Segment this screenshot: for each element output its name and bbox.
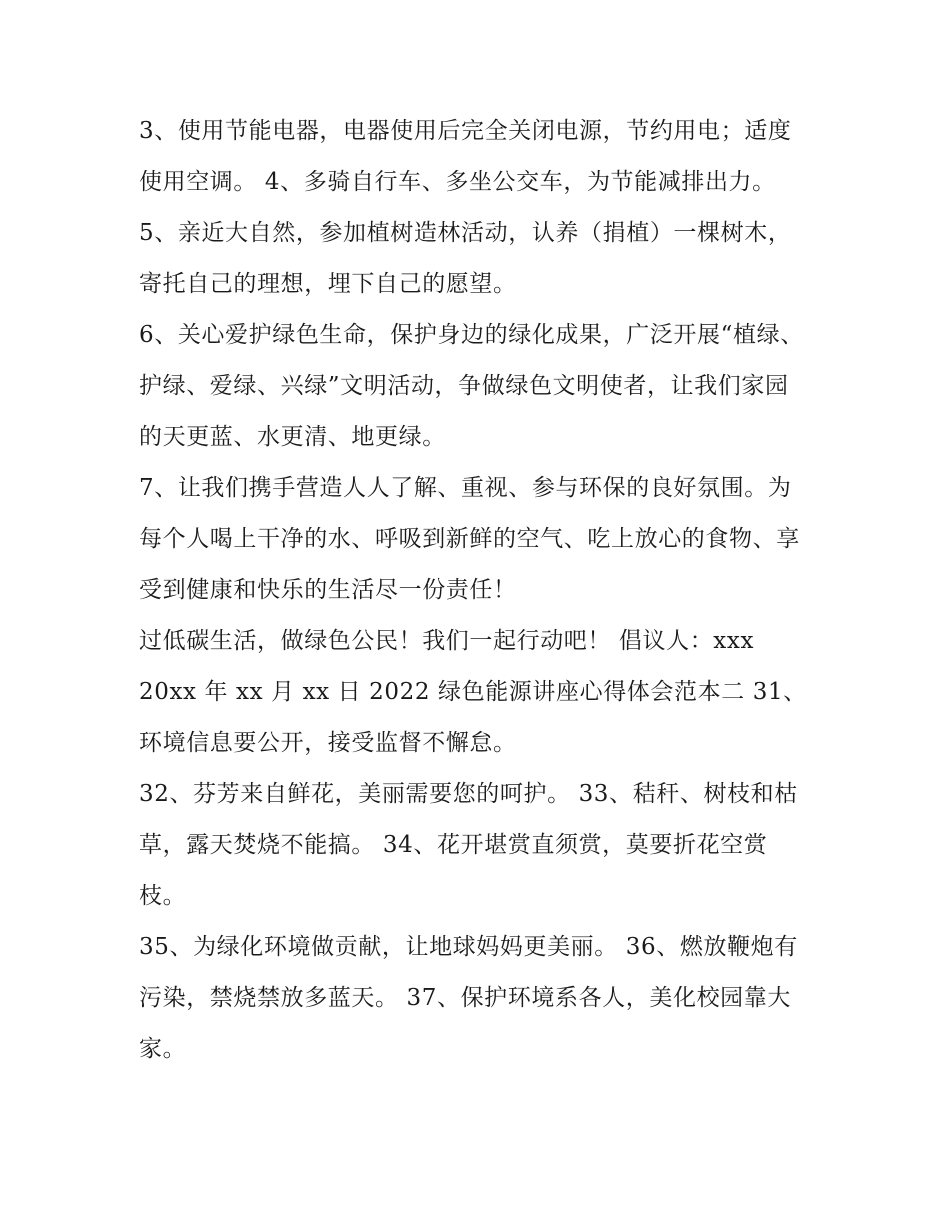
paragraph-environmental-atmosphere: 7、让我们携手营造人人了解、重视、参与环保的良好氛围。为每个人喝上干净的水、呼吸到新鲜的空气、吃上放心的食物、享受到健康和快乐的生活尽一份责任！	[139, 475, 800, 603]
paragraph-green-life: 6、关心爱护绿色生命，保护身边的绿化成果，广泛开展“植绿、护绿、爱绿、兴绿”文明活动，争做绿色文明使者，让我们家园的天更蓝、水更清、地更绿。	[139, 322, 804, 450]
paragraph-slogans-35-37: 35、为绿化环境做贡献，让地球妈妈更美丽。 36、燃放鞭炮有污染，禁烧禁放多蓝天。 37、保护环境系各人，美化校园靠大家。	[139, 934, 798, 1062]
paragraph-slogans-32-34: 32、芬芳来自鲜花，美丽需要您的呵护。 33、秸秆、树枝和枯草，露天焚烧不能搞。 34、花开堪赏直须赏，莫要折花空赏枝。	[139, 781, 798, 909]
paragraph-tree-planting: 5、亲近大自然，参加植树造林活动，认养（捐植）一棵树木，寄托自己的理想，埋下自己的愿望。	[139, 220, 792, 297]
document-body	[139, 106, 811, 1075]
paragraph-energy-saving-appliances: 3、使用节能电器，电器使用后完全关闭电源，节约用电；适度使用空调。 4、多骑自行车、多坐公交车，为节能减排出力。	[139, 118, 792, 195]
paragraph-low-carbon-initiative: 过低碳生活，做绿色公民！我们一起行动吧！ 倡议人：xxx 20xx 年 xx 月 xx 日 2022 绿色能源讲座心得体会范本二 31、环境信息要公开，接受监督不懈怠。	[139, 628, 807, 756]
